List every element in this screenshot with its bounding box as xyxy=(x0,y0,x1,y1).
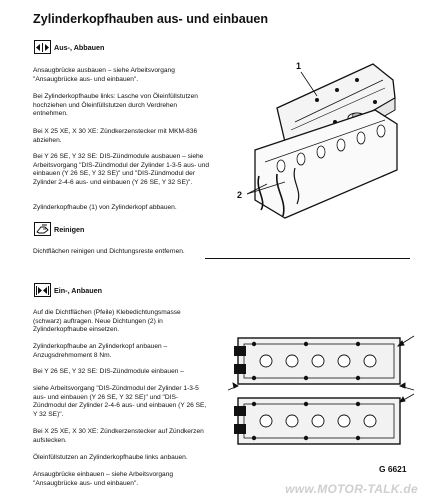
cleaning-hand-icon xyxy=(34,222,51,236)
paragraph: siehe Arbeitsvorgang "DIS-Zündmodul der Zylinder 1-3-5 aus- und einbauen (Y 26 SE, Y 32 SE)" und "DIS-Zündmodul der Zylinder 2-4-6 aus- und einbauen (Y 26 SE, Y 32 SE)". xyxy=(33,385,207,418)
paragraph: Bei Zylinderkopfhaube links: Lasche von Öleinfüllstutzen hochziehen und Öleinfüllstutzen durch Verdrehen entnehmen. xyxy=(33,93,198,118)
paragraph: Zylinderkopfhaube an Zylinderkopf anbauen – Anzugsdrehmoment 8 Nm. xyxy=(33,343,168,359)
paragraph: Bei Y 26 SE, Y 32 SE: DIS-Zündmodule einbauen – xyxy=(33,368,184,375)
paragraph: Bei X 25 XE, X 30 XE: Zündkerzenstecker mit MKM-836 abziehen. xyxy=(33,128,198,144)
callout-2: 2 xyxy=(237,190,243,200)
section-heading-ein-anbauen xyxy=(34,283,102,297)
watermark: www.MOTOR-TALK.de xyxy=(285,482,418,496)
paragraph: Dichtflächen reinigen und Dichtungsreste entfernen. xyxy=(33,248,185,255)
paragraph: Bei Y 26 SE, Y 32 SE: DIS-Zündmodule ausbauen – siehe Arbeitsvorgang "DIS-Zündmodul der Zylinder 1-3-5 aus- und einbauen (Y 26 SE, Y 32 SE)" und "DIS-Zündmodul der Zylinder 2-4-6 aus- und einbauen (Y 26 SE, Y 32 SE)". xyxy=(33,153,210,186)
section-label: Reinigen xyxy=(54,224,85,234)
paragraph: Ansaugbrücke ausbauen – siehe Arbeitsvorgang "Ansaugbrücke aus- und einbauen". xyxy=(33,67,175,83)
figure-code: G 6621 xyxy=(379,464,407,474)
cylinder-heads-drawing xyxy=(226,330,416,450)
paragraph: Ansaugbrücke einbauen – siehe Arbeitsvorgang "Ansaugbrücke aus- und einbauen". xyxy=(33,471,174,487)
callout-1: 1 xyxy=(296,61,302,71)
remove-arrows-icon xyxy=(34,40,51,54)
paragraph: Zylinderkopfhaube (1) von Zylinderkopf abbauen. xyxy=(33,204,177,211)
cylinder-head-cover-drawing xyxy=(225,50,420,225)
paragraph: Öleinfüllstutzen an Zylinderkopfhaube links anbauen. xyxy=(33,454,188,461)
paragraph: Bei X 25 XE, X 30 XE: Zündkerzenstecker auf Zündkerzen aufstecken. xyxy=(33,428,204,444)
divider xyxy=(205,258,410,259)
section-label: Ein-, Anbauen xyxy=(54,285,103,295)
install-arrows-icon xyxy=(34,283,51,297)
section-heading-aus-abbauen xyxy=(34,40,104,54)
section-heading-reinigen xyxy=(34,222,84,236)
page-title: Zylinderkopfhauben aus- und einbauen xyxy=(33,12,269,26)
section-label: Aus-, Abbauen xyxy=(54,42,105,52)
paragraph: Auf die Dichtflächen (Pfeile) Klebedichtungsmasse (schwarz) auftragen. Neue Dichtungen (2) in Zylinderkopfhaube einsetzen. xyxy=(33,309,181,334)
